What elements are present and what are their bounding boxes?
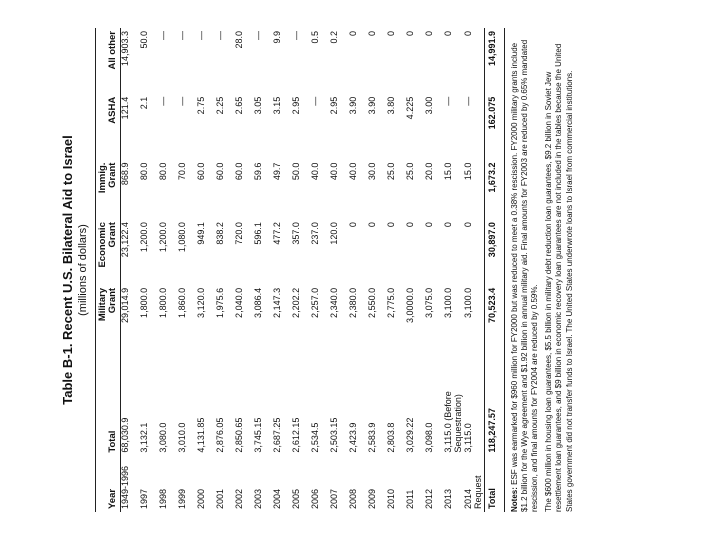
note-text-2: The $600 million in housing loan guarantees, $5.5 billion in military debt reduction loan guarantees, $9.2 billion in Soviet Jew resettlement loan guarantees, and $9 billion in economic recovery loan guarantees are not included in the tables because the United States government did not transfer funds to Israel. The United States underwrote loans to Israel from commercial institutions. <box>544 43 574 512</box>
table-row <box>178 28 197 512</box>
cell-total: 2,423.9 <box>347 422 358 453</box>
cell-immig-grant: 59.6 <box>252 162 263 181</box>
cell-immig-grant: 25.0 <box>385 162 396 181</box>
cell-asha: 3.80 <box>385 96 396 115</box>
cell-military-grant: 29,014.9 <box>119 287 130 323</box>
cell-year: 2002 <box>233 488 244 509</box>
cell-total: 2,583.9 <box>366 422 377 453</box>
cell-military-grant: 3,086.4 <box>252 287 263 318</box>
cell-all-other: 0 <box>366 31 377 37</box>
cell-military-grant: 1,800.0 <box>157 287 168 318</box>
table-row <box>425 28 444 512</box>
cell-asha: 3.05 <box>252 96 263 115</box>
cell-military-grant: 1,860.0 <box>176 287 187 318</box>
cell-military-grant: 2,040.0 <box>233 287 244 318</box>
cell-year: 2007 <box>328 488 339 509</box>
col-header-immig-grant: Immig. Grant <box>97 162 118 194</box>
cell-total: 3,115.0 (Before Sequestration) <box>442 391 463 453</box>
cell-all-other: 14,991.9 <box>486 31 497 67</box>
cell-all-other: 28.0 <box>233 31 244 49</box>
col-header-year: Year <box>106 488 118 509</box>
cell-total: 3,132.1 <box>138 422 149 453</box>
cell-economic-grant: 838.2 <box>214 222 225 245</box>
cell-asha: 2.95 <box>328 96 339 115</box>
cell-asha: 2.1 <box>138 96 149 110</box>
cell-total: 3,080.0 <box>157 422 168 453</box>
cell-all-other: 0 <box>404 31 415 37</box>
cell-military-grant: 3,100.0 <box>442 287 453 318</box>
cell-asha: — <box>442 96 453 106</box>
cell-asha: 3.00 <box>423 96 434 115</box>
cell-total: 3,115.0 <box>462 423 473 453</box>
table-row <box>140 28 159 512</box>
cell-all-other: 0 <box>385 31 396 37</box>
cell-economic-grant: 0 <box>442 222 453 228</box>
cell-military-grant: 2,550.0 <box>366 287 377 318</box>
cell-year: 2010 <box>385 488 396 509</box>
cell-total: 2,534.5 <box>309 422 320 453</box>
cell-immig-grant: 1,673.2 <box>486 162 497 193</box>
cell-economic-grant: 120.0 <box>328 222 339 245</box>
cell-military-grant: 3,0000.0 <box>404 287 415 323</box>
cell-asha: 2.65 <box>233 96 244 115</box>
cell-military-grant: 3,120.0 <box>195 287 206 318</box>
table-row <box>235 28 254 512</box>
cell-immig-grant: 80.0 <box>138 162 149 181</box>
col-header-asha: ASHA <box>106 96 118 124</box>
cell-total: 4,131.85 <box>195 417 206 453</box>
col-header-total: Total <box>106 430 118 453</box>
cell-immig-grant: 25.0 <box>404 162 415 181</box>
notes-label: Notes: <box>509 487 519 512</box>
cell-asha: 4.225 <box>404 96 415 120</box>
cell-military-grant: 2,775.0 <box>385 287 396 318</box>
cell-military-grant: 3,075.0 <box>423 287 434 318</box>
cell-asha: — <box>176 96 187 106</box>
cell-immig-grant: 60.0 <box>233 162 244 181</box>
cell-immig-grant: 15.0 <box>462 162 473 181</box>
cell-all-other: — <box>214 31 225 40</box>
cell-total: 3,098.0 <box>423 422 434 453</box>
cell-year: 2013 <box>442 488 453 509</box>
cell-military-grant: 2,340.0 <box>328 287 339 318</box>
cell-total: 3,745.15 <box>252 417 263 453</box>
total-row <box>484 28 504 512</box>
cell-all-other: 0.2 <box>328 31 339 44</box>
cell-asha: 2.75 <box>195 96 206 115</box>
table-subtitle: (millions of dollars) <box>77 224 89 316</box>
cell-military-grant: 1,800.0 <box>138 287 149 318</box>
cell-all-other: 0 <box>462 31 473 37</box>
cell-economic-grant: 1,080.0 <box>176 222 187 253</box>
cell-all-other: — <box>290 31 301 40</box>
cell-year: 2001 <box>214 488 225 509</box>
cell-immig-grant: 80.0 <box>157 162 168 181</box>
cell-year: 1949-1996 <box>119 465 130 509</box>
cell-economic-grant: 0 <box>404 222 415 228</box>
col-header-all-other: All other <box>106 31 118 70</box>
cell-total: 2,612.15 <box>290 417 301 453</box>
cell-immig-grant: 60.0 <box>214 162 225 181</box>
cell-economic-grant: 357.0 <box>290 222 301 245</box>
table-row <box>330 28 349 512</box>
table-row <box>216 28 235 512</box>
cell-immig-grant: 40.0 <box>347 162 358 181</box>
cell-year: 1999 <box>176 488 187 509</box>
col-header-economic-grant: Economic Grant <box>97 222 118 268</box>
cell-year: 2012 <box>423 488 434 509</box>
cell-immig-grant: 15.0 <box>442 162 453 181</box>
cell-asha: 3.90 <box>347 96 358 115</box>
cell-immig-grant: 60.0 <box>195 162 206 181</box>
cell-economic-grant: 23,122.4 <box>119 222 130 258</box>
cell-year: 1997 <box>138 488 149 509</box>
cell-asha: 3.90 <box>366 96 377 115</box>
cell-year: 2005 <box>290 488 301 509</box>
table-row <box>387 28 406 512</box>
cell-immig-grant: 49.7 <box>271 162 282 181</box>
col-header-military-grant: Military Grant <box>97 287 118 322</box>
cell-all-other: 14,903.3 <box>119 31 130 67</box>
cell-all-other: — <box>176 31 187 40</box>
cell-total: 3,010.0 <box>176 422 187 453</box>
cell-all-other: 0 <box>423 31 434 37</box>
cell-all-other: — <box>157 31 168 40</box>
cell-asha: — <box>462 96 473 106</box>
cell-total: 3,029.22 <box>404 417 415 453</box>
cell-total: 118,247.57 <box>486 408 497 453</box>
cell-all-other: 0 <box>347 31 358 37</box>
cell-military-grant: 2,257.0 <box>309 287 320 318</box>
cell-year: 1998 <box>157 488 168 509</box>
table-row <box>444 28 464 512</box>
table-row <box>464 28 484 512</box>
cell-total: 2,803.8 <box>385 422 396 453</box>
cell-economic-grant: 0 <box>347 222 358 228</box>
cell-all-other: 0 <box>442 31 453 37</box>
aid-table <box>95 28 505 512</box>
cell-asha: 121.4 <box>119 96 130 120</box>
cell-all-other: — <box>195 31 206 40</box>
cell-economic-grant: 477.2 <box>271 222 282 245</box>
cell-all-other: 9.9 <box>271 31 282 44</box>
cell-immig-grant: 20.0 <box>423 162 434 181</box>
cell-total: 68,030.9 <box>119 417 130 453</box>
cell-economic-grant: 1,200.0 <box>138 222 149 253</box>
note-text-1: ESF was earmarked for $960 million for FY2000 but was reduced to meet a 0.38% rescission. FY2000 military grants include $1.2 billion for the Wye agreement and $1.92 billion in annual military aid. Final amounts for FY2003 are reduced by 0.65% mandated rescission, and final amounts for FY2004 are reduced by 0.59%. <box>509 39 539 512</box>
table-notes <box>510 28 575 512</box>
cell-economic-grant: 0 <box>462 222 473 228</box>
table-row <box>159 28 178 512</box>
cell-military-grant: 2,380.0 <box>347 287 358 318</box>
cell-all-other: 50.0 <box>138 31 149 49</box>
cell-all-other: — <box>252 31 263 40</box>
cell-all-other: 0.5 <box>309 31 320 44</box>
table-body <box>120 28 504 512</box>
cell-economic-grant: 0 <box>366 222 377 228</box>
cell-military-grant: 1,975.6 <box>214 287 225 318</box>
note-paragraph-1 <box>510 28 541 512</box>
cell-asha: 3.15 <box>271 96 282 115</box>
cell-year: 2008 <box>347 488 358 509</box>
cell-year: 2014 Request <box>462 475 483 509</box>
table-row <box>311 28 330 512</box>
table-row <box>292 28 311 512</box>
cell-economic-grant: 30,897.0 <box>486 222 497 258</box>
cell-total: 2,876.05 <box>214 417 225 453</box>
cell-year: 2000 <box>195 488 206 509</box>
cell-total: 2,850.65 <box>233 417 244 453</box>
cell-economic-grant: 949.1 <box>195 222 206 245</box>
cell-year: 2003 <box>252 488 263 509</box>
cell-year: 2009 <box>366 488 377 509</box>
cell-total: 2,503.15 <box>328 417 339 453</box>
table-row <box>368 28 387 512</box>
cell-asha: — <box>157 96 168 106</box>
cell-asha: — <box>309 96 320 106</box>
note-paragraph-2 <box>544 28 575 512</box>
table-row <box>406 28 425 512</box>
cell-total: 2,687.25 <box>271 417 282 453</box>
table-row <box>254 28 273 512</box>
cell-year: 2006 <box>309 488 320 509</box>
cell-immig-grant: 868.9 <box>119 162 130 186</box>
cell-immig-grant: 30.0 <box>366 162 377 181</box>
header-row <box>96 28 121 512</box>
cell-immig-grant: 40.0 <box>328 162 339 181</box>
cell-asha: 2.95 <box>290 96 301 115</box>
cell-economic-grant: 237.0 <box>309 222 320 245</box>
table-row <box>349 28 368 512</box>
cell-year: Total <box>486 488 497 509</box>
cell-year: 2004 <box>271 488 282 509</box>
table-title: Table B-1. Recent U.S. Bilateral Aid to Israel <box>60 135 75 405</box>
cell-asha: 2.25 <box>214 96 225 115</box>
cell-immig-grant: 50.0 <box>290 162 301 181</box>
cell-year: 2011 <box>404 489 415 509</box>
cell-immig-grant: 40.0 <box>309 162 320 181</box>
cell-military-grant: 70,523.4 <box>486 287 497 323</box>
cell-economic-grant: 1,200.0 <box>157 222 168 253</box>
cell-military-grant: 2,202.2 <box>290 287 301 318</box>
cell-military-grant: 2,147.3 <box>271 287 282 318</box>
cell-economic-grant: 596.1 <box>252 222 263 245</box>
cell-asha: 162.075 <box>486 96 497 130</box>
cell-economic-grant: 0 <box>385 222 396 228</box>
cell-military-grant: 3,100.0 <box>462 287 473 318</box>
cell-economic-grant: 0 <box>423 222 434 228</box>
table-row <box>273 28 292 512</box>
cell-immig-grant: 70.0 <box>176 162 187 181</box>
table-row <box>197 28 216 512</box>
table-row <box>120 28 140 512</box>
cell-economic-grant: 720.0 <box>233 222 244 245</box>
